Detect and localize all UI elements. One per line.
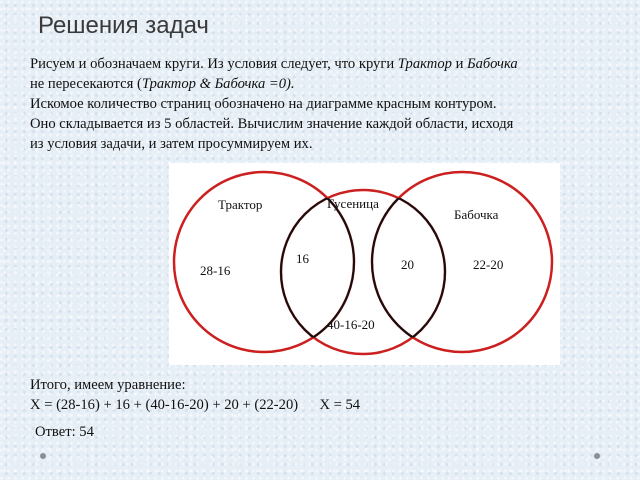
para-line-4: Оно складывается из 5 областей. Вычислим значение каждой области, исходя (30, 116, 514, 132)
slide-dot-right (594, 453, 600, 459)
label-gusenica: Гусеница (327, 196, 379, 211)
region-traktor-gusenica: 16 (296, 251, 309, 266)
region-babochka-only: 22-20 (473, 257, 504, 272)
equation-line (30, 395, 360, 415)
slide-dot-left (40, 453, 46, 459)
region-gusenica-babochka: 20 (401, 257, 414, 272)
result-intro: Итого, имеем уравнение: (30, 377, 186, 393)
equation: Х = (28-16) + 16 + (40-16-20) + 20 + (22-20) (30, 397, 299, 413)
venn-svg (169, 163, 560, 365)
label-babochka: Бабочка (454, 207, 499, 222)
term-traktor: Трактор (397, 56, 452, 72)
answer: Ответ: 54 (35, 424, 94, 440)
para-line-3: Искомое количество страниц обозначено на диаграмме красным контуром. (30, 96, 497, 112)
result-block (30, 375, 360, 415)
term-babochka: Бабочка (467, 56, 518, 72)
venn-diagram (169, 163, 560, 365)
formula-no-intersection: Трактор & Бабочка =0). (141, 76, 295, 92)
para-line-5: из условия задачи, и затем просуммируем их. (30, 136, 313, 152)
slide-title: Решения задач (38, 12, 209, 39)
problem-explanation (30, 54, 630, 154)
equation-solution: Х = 54 (319, 397, 361, 413)
para-line-1a: Рисуем и обозначаем круги. Из условия следует, что круги (30, 56, 398, 72)
region-gusenica-only: 40-16-20 (327, 317, 375, 332)
label-traktor: Трактор (218, 197, 263, 212)
region-traktor-only: 28-16 (200, 263, 231, 278)
para-line-2a: не пересекаются ( (30, 76, 142, 92)
para-line-1c: и (451, 56, 468, 72)
